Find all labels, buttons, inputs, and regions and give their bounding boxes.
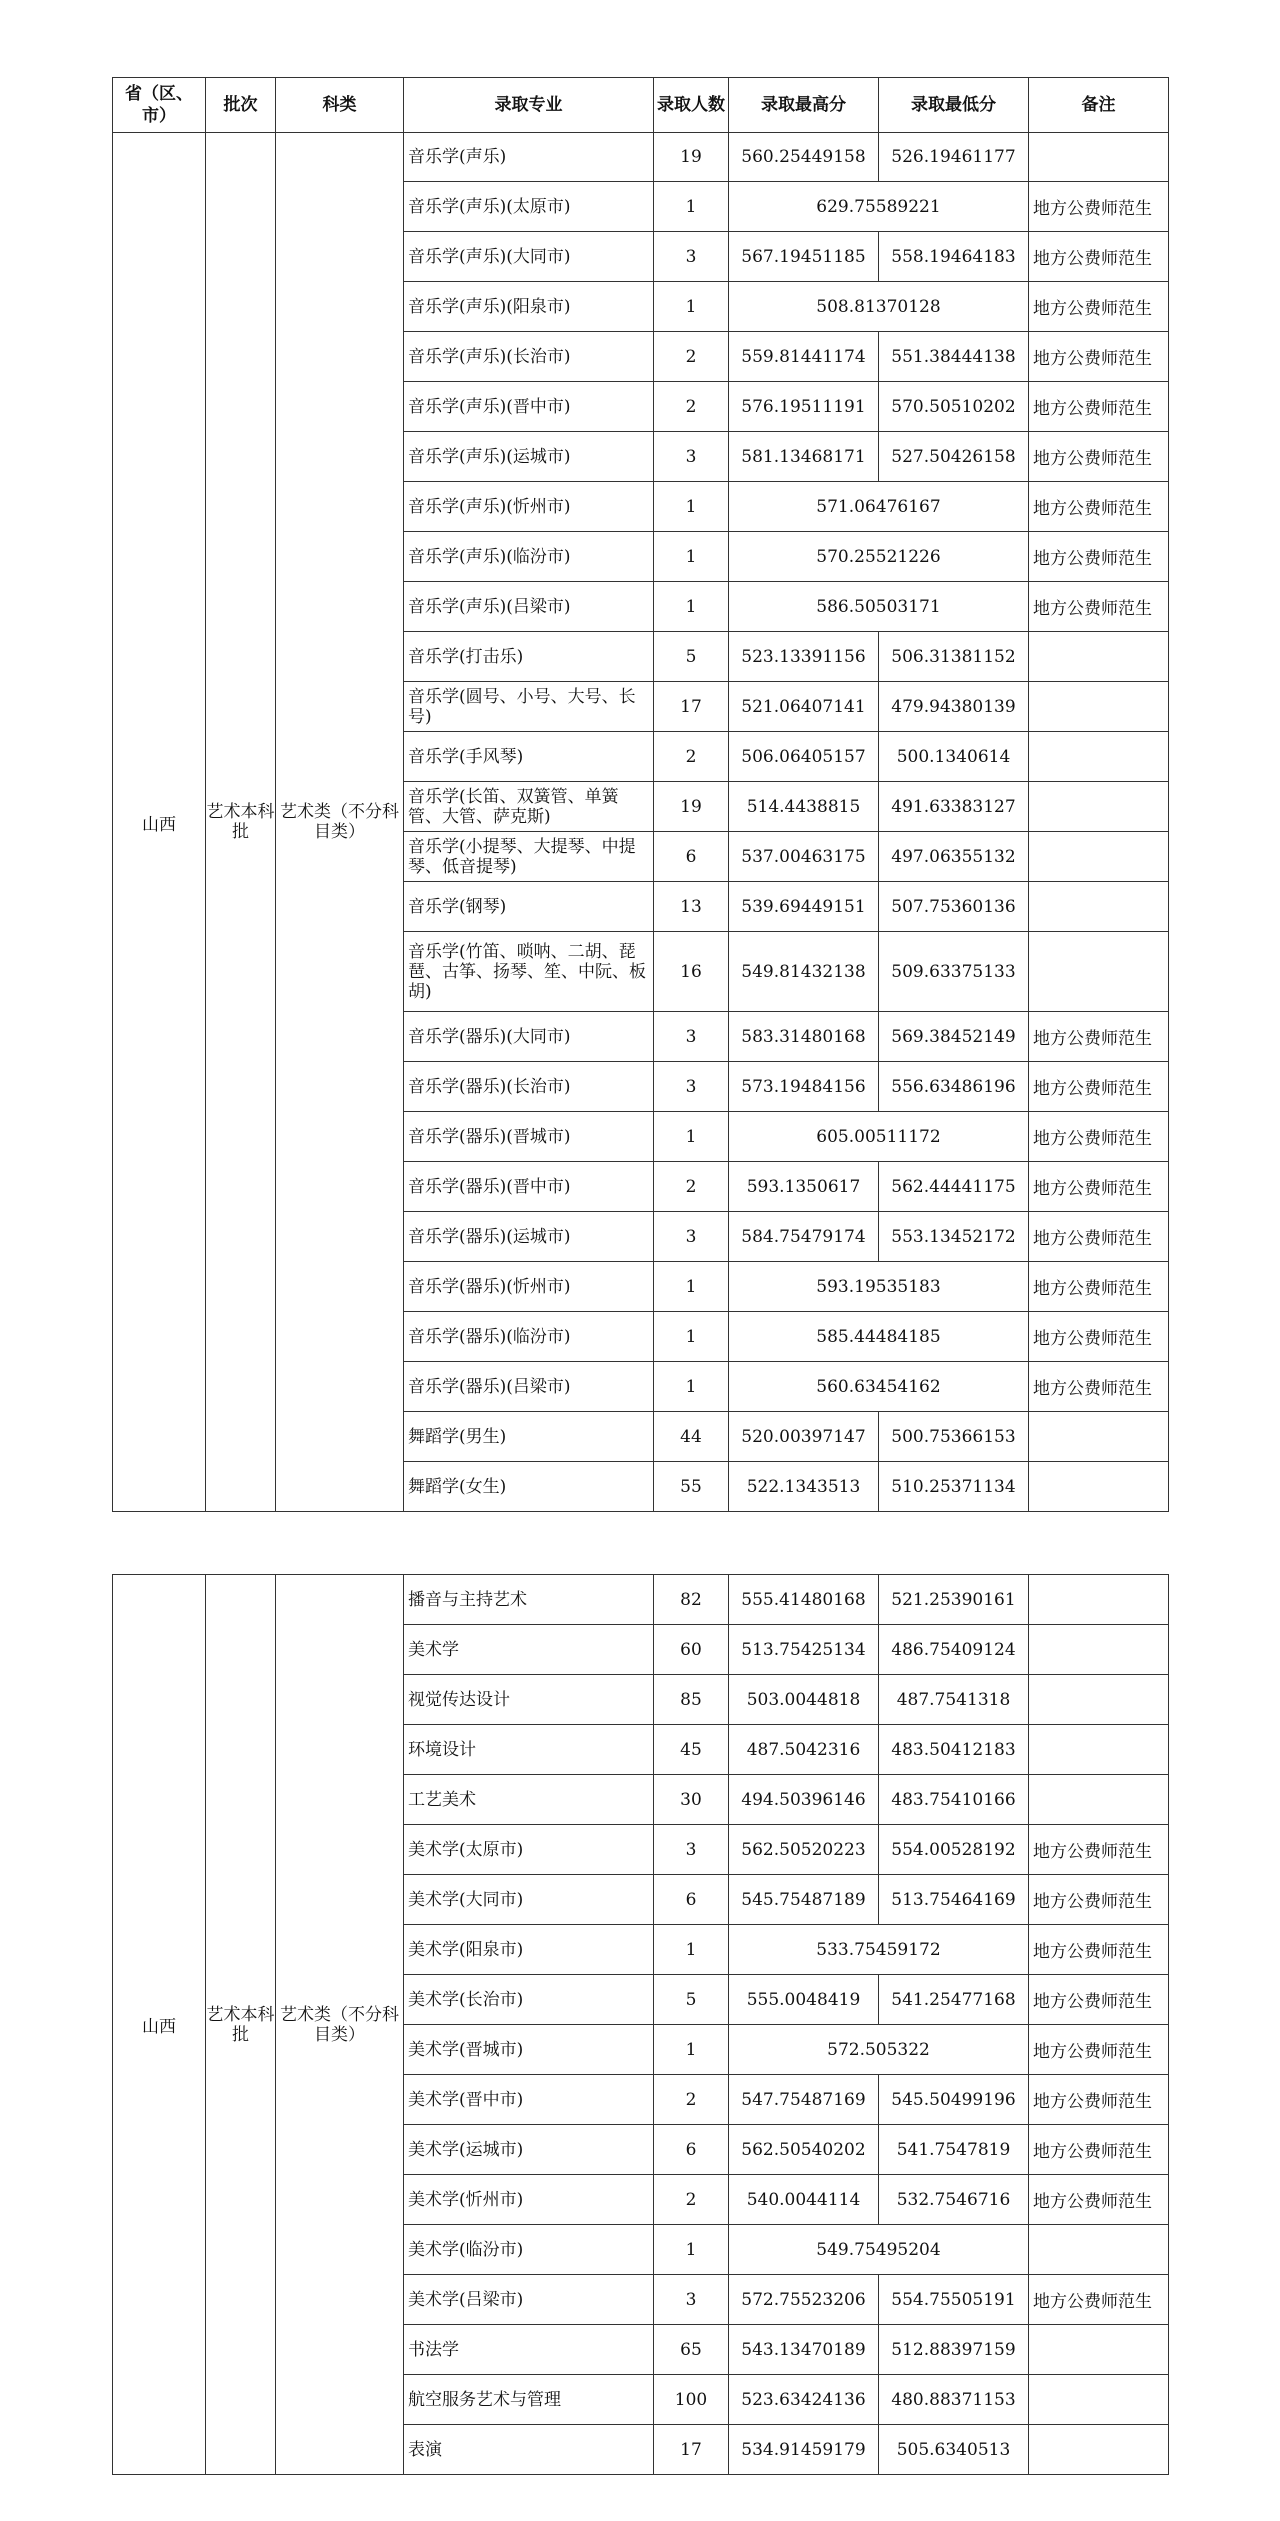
score-merged-cell: 572.505322 (729, 2025, 1029, 2075)
major-cell: 舞蹈学(男生) (404, 1412, 654, 1462)
major-cell: 音乐学(器乐)(临汾市) (404, 1312, 654, 1362)
note-cell: 地方公费师范生 (1029, 332, 1169, 382)
major-cell: 播音与主持艺术 (404, 1575, 654, 1625)
max-score-cell: 520.00397147 (729, 1412, 879, 1462)
count-cell: 19 (654, 133, 729, 182)
score-merged-cell: 593.19535183 (729, 1262, 1029, 1312)
max-score-cell: 576.19511191 (729, 382, 879, 432)
major-cell: 音乐学(声乐)(阳泉市) (404, 282, 654, 332)
note-cell: 地方公费师范生 (1029, 1112, 1169, 1162)
max-score-cell: 487.5042316 (729, 1725, 879, 1775)
max-score-cell: 573.19484156 (729, 1062, 879, 1112)
note-cell: 地方公费师范生 (1029, 432, 1169, 482)
note-cell: 地方公费师范生 (1029, 2125, 1169, 2175)
count-cell: 6 (654, 2125, 729, 2175)
count-cell: 45 (654, 1725, 729, 1775)
min-score-cell: 510.25371134 (879, 1462, 1029, 1512)
count-cell: 65 (654, 2325, 729, 2375)
count-cell: 3 (654, 432, 729, 482)
min-score-cell: 554.75505191 (879, 2275, 1029, 2325)
major-cell: 书法学 (404, 2325, 654, 2375)
count-cell: 44 (654, 1412, 729, 1462)
count-cell: 85 (654, 1675, 729, 1725)
min-score-cell: 491.63383127 (879, 782, 1029, 832)
major-cell: 音乐学(声乐)(大同市) (404, 232, 654, 282)
major-cell: 音乐学(声乐) (404, 133, 654, 182)
min-score-cell: 509.63375133 (879, 932, 1029, 1012)
max-score-cell: 560.25449158 (729, 133, 879, 182)
major-cell: 音乐学(竹笛、唢呐、二胡、琵琶、古筝、扬琴、笙、中阮、板胡) (404, 932, 654, 1012)
count-cell: 1 (654, 1262, 729, 1312)
header-min-score: 录取最低分 (879, 78, 1029, 133)
count-cell: 16 (654, 932, 729, 1012)
header-batch: 批次 (206, 78, 276, 133)
max-score-cell: 534.91459179 (729, 2425, 879, 2475)
max-score-cell: 537.00463175 (729, 832, 879, 882)
major-cell: 环境设计 (404, 1725, 654, 1775)
min-score-cell: 541.25477168 (879, 1975, 1029, 2025)
max-score-cell: 523.13391156 (729, 632, 879, 682)
category-cell: 艺术类（不分科目类） (276, 133, 404, 1512)
count-cell: 13 (654, 882, 729, 932)
max-score-cell: 555.0048419 (729, 1975, 879, 2025)
count-cell: 82 (654, 1575, 729, 1625)
note-cell (1029, 1725, 1169, 1775)
note-cell (1029, 632, 1169, 682)
min-score-cell: 551.38444138 (879, 332, 1029, 382)
major-cell: 音乐学(钢琴) (404, 882, 654, 932)
major-cell: 音乐学(器乐)(忻州市) (404, 1262, 654, 1312)
min-score-cell: 479.94380139 (879, 682, 1029, 732)
major-cell: 美术学(大同市) (404, 1875, 654, 1925)
major-cell: 视觉传达设计 (404, 1675, 654, 1725)
min-score-cell: 527.50426158 (879, 432, 1029, 482)
count-cell: 19 (654, 782, 729, 832)
min-score-cell: 512.88397159 (879, 2325, 1029, 2375)
note-cell: 地方公费师范生 (1029, 1212, 1169, 1262)
count-cell: 5 (654, 1975, 729, 2025)
count-cell: 2 (654, 332, 729, 382)
major-cell: 舞蹈学(女生) (404, 1462, 654, 1512)
min-score-cell: 569.38452149 (879, 1012, 1029, 1062)
count-cell: 1 (654, 482, 729, 532)
min-score-cell: 507.75360136 (879, 882, 1029, 932)
table-body-2 (113, 1575, 1169, 2475)
note-cell (1029, 1625, 1169, 1675)
batch-cell: 艺术本科批 (206, 133, 276, 1512)
max-score-cell: 540.0044114 (729, 2175, 879, 2225)
major-cell: 音乐学(打击乐) (404, 632, 654, 682)
major-cell: 音乐学(手风琴) (404, 732, 654, 782)
max-score-cell: 583.31480168 (729, 1012, 879, 1062)
count-cell: 2 (654, 1162, 729, 1212)
min-score-cell: 483.75410166 (879, 1775, 1029, 1825)
count-cell: 1 (654, 1925, 729, 1975)
header-note: 备注 (1029, 78, 1169, 133)
note-cell: 地方公费师范生 (1029, 582, 1169, 632)
major-cell: 音乐学(声乐)(晋中市) (404, 382, 654, 432)
count-cell: 55 (654, 1462, 729, 1512)
count-cell: 1 (654, 1112, 729, 1162)
major-cell: 表演 (404, 2425, 654, 2475)
major-cell: 音乐学(器乐)(大同市) (404, 1012, 654, 1062)
note-cell (1029, 2425, 1169, 2475)
major-cell: 美术学(阳泉市) (404, 1925, 654, 1975)
max-score-cell: 522.1343513 (729, 1462, 879, 1512)
count-cell: 2 (654, 382, 729, 432)
min-score-cell: 545.50499196 (879, 2075, 1029, 2125)
note-cell (1029, 832, 1169, 882)
count-cell: 3 (654, 1212, 729, 1262)
count-cell: 1 (654, 182, 729, 232)
min-score-cell: 562.44441175 (879, 1162, 1029, 1212)
admission-table-1 (112, 77, 1169, 1512)
note-cell: 地方公费师范生 (1029, 232, 1169, 282)
count-cell: 6 (654, 832, 729, 882)
note-cell: 地方公费师范生 (1029, 1975, 1169, 2025)
min-score-cell: 500.1340614 (879, 732, 1029, 782)
score-merged-cell: 586.50503171 (729, 582, 1029, 632)
note-cell (1029, 2375, 1169, 2425)
batch-cell: 艺术本科批 (206, 1575, 276, 2475)
major-cell: 音乐学(声乐)(吕梁市) (404, 582, 654, 632)
note-cell: 地方公费师范生 (1029, 1012, 1169, 1062)
min-score-cell: 480.88371153 (879, 2375, 1029, 2425)
header-province: 省（区、市） (113, 78, 206, 133)
min-score-cell: 486.75409124 (879, 1625, 1029, 1675)
score-merged-cell: 508.81370128 (729, 282, 1029, 332)
note-cell: 地方公费师范生 (1029, 282, 1169, 332)
max-score-cell: 593.1350617 (729, 1162, 879, 1212)
min-score-cell: 506.31381152 (879, 632, 1029, 682)
note-cell (1029, 732, 1169, 782)
header-row (113, 78, 1169, 133)
major-cell: 美术学(忻州市) (404, 2175, 654, 2225)
max-score-cell: 503.0044818 (729, 1675, 879, 1725)
count-cell: 17 (654, 682, 729, 732)
major-cell: 美术学(晋中市) (404, 2075, 654, 2125)
min-score-cell: 505.6340513 (879, 2425, 1029, 2475)
max-score-cell: 523.63424136 (729, 2375, 879, 2425)
count-cell: 1 (654, 2025, 729, 2075)
score-merged-cell: 560.63454162 (729, 1362, 1029, 1412)
count-cell: 100 (654, 2375, 729, 2425)
note-cell (1029, 1775, 1169, 1825)
note-cell: 地方公费师范生 (1029, 1875, 1169, 1925)
count-cell: 1 (654, 532, 729, 582)
major-cell: 航空服务艺术与管理 (404, 2375, 654, 2425)
header-max-score: 录取最高分 (729, 78, 879, 133)
note-cell: 地方公费师范生 (1029, 1312, 1169, 1362)
max-score-cell: 514.4438815 (729, 782, 879, 832)
note-cell: 地方公费师范生 (1029, 482, 1169, 532)
max-score-cell: 539.69449151 (729, 882, 879, 932)
major-cell: 音乐学(器乐)(长治市) (404, 1062, 654, 1112)
note-cell (1029, 682, 1169, 732)
min-score-cell: 553.13452172 (879, 1212, 1029, 1262)
min-score-cell: 532.7546716 (879, 2175, 1029, 2225)
max-score-cell: 572.75523206 (729, 2275, 879, 2325)
note-cell: 地方公费师范生 (1029, 382, 1169, 432)
note-cell (1029, 2325, 1169, 2375)
major-cell: 音乐学(器乐)(晋中市) (404, 1162, 654, 1212)
major-cell: 音乐学(声乐)(运城市) (404, 432, 654, 482)
note-cell: 地方公费师范生 (1029, 2075, 1169, 2125)
score-merged-cell: 570.25521226 (729, 532, 1029, 582)
major-cell: 音乐学(声乐)(临汾市) (404, 532, 654, 582)
score-merged-cell: 585.44484185 (729, 1312, 1029, 1362)
major-cell: 音乐学(器乐)(运城市) (404, 1212, 654, 1262)
count-cell: 2 (654, 2175, 729, 2225)
count-cell: 2 (654, 2075, 729, 2125)
max-score-cell: 584.75479174 (729, 1212, 879, 1262)
note-cell: 地方公费师范生 (1029, 1362, 1169, 1412)
count-cell: 60 (654, 1625, 729, 1675)
min-score-cell: 500.75366153 (879, 1412, 1029, 1462)
note-cell: 地方公费师范生 (1029, 1825, 1169, 1875)
header-count: 录取人数 (654, 78, 729, 133)
major-cell: 美术学(太原市) (404, 1825, 654, 1875)
major-cell: 美术学(吕梁市) (404, 2275, 654, 2325)
count-cell: 3 (654, 2275, 729, 2325)
note-cell: 地方公费师范生 (1029, 1062, 1169, 1112)
min-score-cell: 521.25390161 (879, 1575, 1029, 1625)
note-cell: 地方公费师范生 (1029, 532, 1169, 582)
major-cell: 音乐学(小提琴、大提琴、中提琴、低音提琴) (404, 832, 654, 882)
max-score-cell: 545.75487189 (729, 1875, 879, 1925)
count-cell: 3 (654, 232, 729, 282)
max-score-cell: 559.81441174 (729, 332, 879, 382)
score-merged-cell: 533.75459172 (729, 1925, 1029, 1975)
major-cell: 音乐学(器乐)(吕梁市) (404, 1362, 654, 1412)
count-cell: 1 (654, 1362, 729, 1412)
major-cell: 音乐学(圆号、小号、大号、长号) (404, 682, 654, 732)
min-score-cell: 526.19461177 (879, 133, 1029, 182)
note-cell (1029, 133, 1169, 182)
note-cell (1029, 1462, 1169, 1512)
score-merged-cell: 629.75589221 (729, 182, 1029, 232)
note-cell (1029, 782, 1169, 832)
max-score-cell: 547.75487169 (729, 2075, 879, 2125)
min-score-cell: 541.7547819 (879, 2125, 1029, 2175)
major-cell: 音乐学(声乐)(长治市) (404, 332, 654, 382)
max-score-cell: 549.81432138 (729, 932, 879, 1012)
province-cell: 山西 (113, 133, 206, 1512)
major-cell: 工艺美术 (404, 1775, 654, 1825)
count-cell: 2 (654, 732, 729, 782)
min-score-cell: 487.7541318 (879, 1675, 1029, 1725)
major-cell: 美术学(临汾市) (404, 2225, 654, 2275)
min-score-cell: 556.63486196 (879, 1062, 1029, 1112)
min-score-cell: 554.00528192 (879, 1825, 1029, 1875)
min-score-cell: 513.75464169 (879, 1875, 1029, 1925)
min-score-cell: 483.50412183 (879, 1725, 1029, 1775)
category-cell: 艺术类（不分科目类） (276, 1575, 404, 2475)
score-merged-cell: 549.75495204 (729, 2225, 1029, 2275)
max-score-cell: 543.13470189 (729, 2325, 879, 2375)
major-cell: 美术学(晋城市) (404, 2025, 654, 2075)
score-merged-cell: 571.06476167 (729, 482, 1029, 532)
max-score-cell: 494.50396146 (729, 1775, 879, 1825)
table-row (113, 1575, 1169, 1625)
count-cell: 1 (654, 1312, 729, 1362)
table-row (113, 133, 1169, 182)
max-score-cell: 567.19451185 (729, 232, 879, 282)
max-score-cell: 562.50540202 (729, 2125, 879, 2175)
count-cell: 5 (654, 632, 729, 682)
max-score-cell: 506.06405157 (729, 732, 879, 782)
min-score-cell: 497.06355132 (879, 832, 1029, 882)
major-cell: 音乐学(器乐)(晋城市) (404, 1112, 654, 1162)
count-cell: 3 (654, 1062, 729, 1112)
major-cell: 美术学(运城市) (404, 2125, 654, 2175)
max-score-cell: 555.41480168 (729, 1575, 879, 1625)
max-score-cell: 521.06407141 (729, 682, 879, 732)
table-body-1 (113, 133, 1169, 1512)
note-cell: 地方公费师范生 (1029, 2275, 1169, 2325)
note-cell (1029, 932, 1169, 1012)
major-cell: 音乐学(声乐)(忻州市) (404, 482, 654, 532)
note-cell: 地方公费师范生 (1029, 1925, 1169, 1975)
max-score-cell: 513.75425134 (729, 1625, 879, 1675)
note-cell: 地方公费师范生 (1029, 1262, 1169, 1312)
province-cell: 山西 (113, 1575, 206, 2475)
header-major: 录取专业 (404, 78, 654, 133)
note-cell: 地方公费师范生 (1029, 1162, 1169, 1212)
max-score-cell: 562.50520223 (729, 1825, 879, 1875)
count-cell: 6 (654, 1875, 729, 1925)
major-cell: 美术学 (404, 1625, 654, 1675)
score-merged-cell: 605.00511172 (729, 1112, 1029, 1162)
count-cell: 17 (654, 2425, 729, 2475)
count-cell: 30 (654, 1775, 729, 1825)
count-cell: 3 (654, 1012, 729, 1062)
count-cell: 1 (654, 282, 729, 332)
note-cell (1029, 882, 1169, 932)
admission-table-2 (112, 1574, 1169, 2475)
major-cell: 音乐学(声乐)(太原市) (404, 182, 654, 232)
note-cell: 地方公费师范生 (1029, 2025, 1169, 2075)
major-cell: 美术学(长治市) (404, 1975, 654, 2025)
note-cell (1029, 1412, 1169, 1462)
note-cell (1029, 1575, 1169, 1625)
note-cell: 地方公费师范生 (1029, 2175, 1169, 2225)
count-cell: 3 (654, 1825, 729, 1875)
major-cell: 音乐学(长笛、双簧管、单簧管、大管、萨克斯) (404, 782, 654, 832)
count-cell: 1 (654, 582, 729, 632)
header-category: 科类 (276, 78, 404, 133)
max-score-cell: 581.13468171 (729, 432, 879, 482)
note-cell (1029, 1675, 1169, 1725)
count-cell: 1 (654, 2225, 729, 2275)
min-score-cell: 570.50510202 (879, 382, 1029, 432)
note-cell (1029, 2225, 1169, 2275)
note-cell: 地方公费师范生 (1029, 182, 1169, 232)
min-score-cell: 558.19464183 (879, 232, 1029, 282)
